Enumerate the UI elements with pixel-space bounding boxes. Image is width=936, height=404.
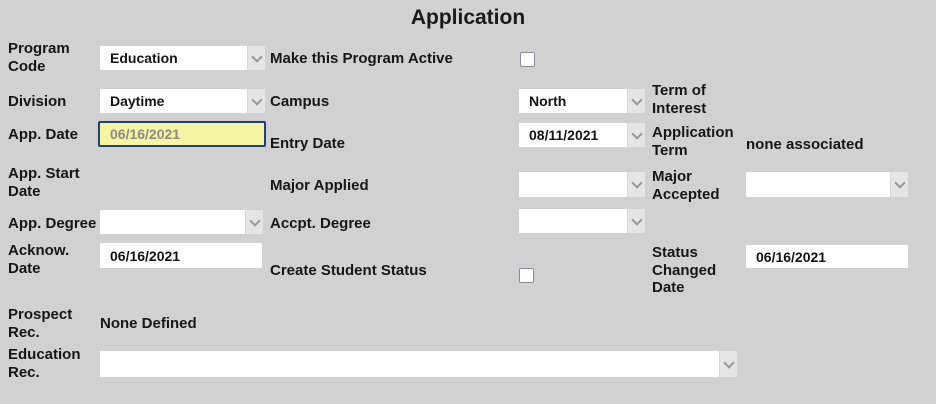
status-changed-date-label: Status Changed Date <box>652 244 717 296</box>
chevron-down-icon[interactable] <box>719 351 737 377</box>
app-degree-select[interactable] <box>100 210 263 234</box>
entry-date-value: 08/11/2021 <box>529 127 599 143</box>
education-rec-value <box>100 351 719 377</box>
education-rec-label: Education Rec. <box>8 346 81 381</box>
major-applied-select[interactable] <box>519 172 645 197</box>
division-value: Daytime <box>110 93 165 109</box>
app-degree-value <box>100 210 245 234</box>
education-rec-select[interactable] <box>100 351 737 377</box>
major-accepted-label: Major Accepted <box>652 168 720 203</box>
accpt-degree-value <box>519 209 627 233</box>
program-code-select[interactable] <box>100 46 265 70</box>
prospect-rec-value: None Defined <box>100 315 197 332</box>
accpt-degree-select[interactable] <box>519 209 645 233</box>
create-student-status-label: Create Student Status <box>270 262 427 279</box>
app-date-label: App. Date <box>8 126 79 143</box>
campus-value: North <box>529 93 567 109</box>
make-program-active-checkbox[interactable] <box>520 52 535 67</box>
program-code-label: Program Code <box>8 40 70 75</box>
major-accepted-select[interactable] <box>746 172 908 197</box>
application-term-label: Application Term <box>652 124 734 159</box>
chevron-down-icon[interactable] <box>627 89 645 113</box>
create-student-status-checkbox[interactable] <box>519 268 534 283</box>
division-label: Division <box>8 93 67 110</box>
status-changed-date-input[interactable] <box>746 245 908 268</box>
major-applied-label: Major Applied <box>270 177 369 194</box>
program-code-value: Education <box>110 50 178 66</box>
campus-select[interactable] <box>519 89 645 113</box>
chevron-down-icon[interactable] <box>247 89 265 113</box>
prospect-rec-label: Prospect Rec. <box>8 306 73 341</box>
acknow-date-label: Acknow. Date <box>8 242 70 277</box>
term-of-interest-label: Term of Interest <box>652 82 707 117</box>
app-start-date-label: App. Start Date <box>8 165 80 200</box>
chevron-down-icon[interactable] <box>245 210 263 234</box>
app-degree-label: App. Degree <box>8 215 97 232</box>
entry-date-label: Entry Date <box>270 135 346 152</box>
chevron-down-icon[interactable] <box>627 172 645 197</box>
chevron-down-icon[interactable] <box>247 46 265 70</box>
accpt-degree-label: Accpt. Degree <box>270 215 371 232</box>
chevron-down-icon[interactable] <box>627 209 645 233</box>
acknow-date-input[interactable] <box>100 243 262 268</box>
entry-date-select[interactable] <box>519 123 645 147</box>
campus-label: Campus <box>270 93 330 110</box>
make-program-active-label: Make this Program Active <box>270 50 453 67</box>
app-date-input[interactable] <box>98 121 266 147</box>
chevron-down-icon[interactable] <box>627 123 645 147</box>
division-select[interactable] <box>100 89 265 113</box>
application-term-value: none associated <box>746 136 864 153</box>
page-title: Application <box>410 6 526 29</box>
major-accepted-value <box>746 172 890 197</box>
chevron-down-icon[interactable] <box>890 172 908 197</box>
major-applied-value <box>519 172 627 197</box>
